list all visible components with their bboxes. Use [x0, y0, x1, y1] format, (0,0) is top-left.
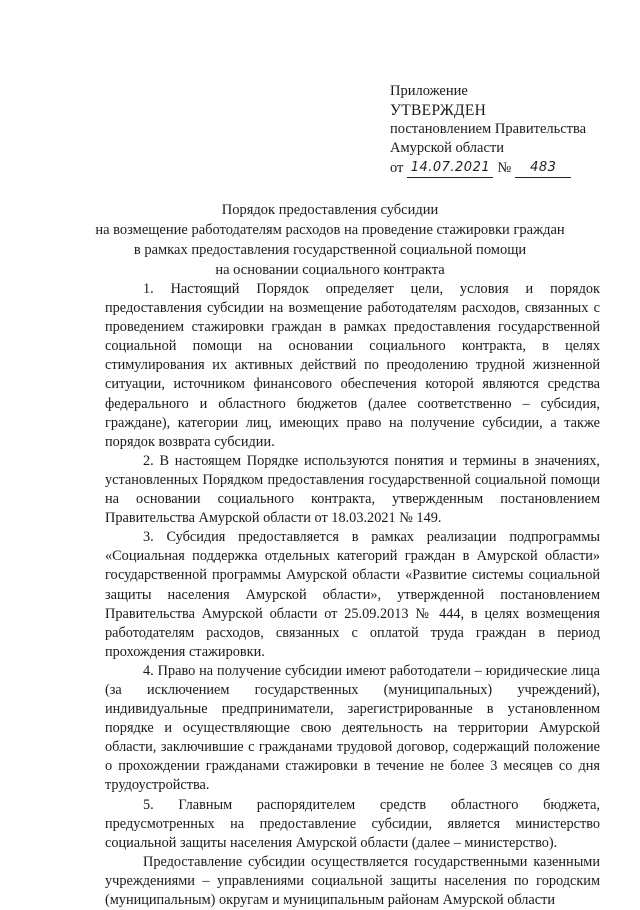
document-body — [105, 280, 600, 910]
approval-stamp — [390, 82, 630, 178]
paragraph-2: 2. В настоящем Порядке используются понятия и термины в значениях, установленных Порядком предоставления государственной социальной помощи на основании социального контракта, утвержденным постановлением Правительства Амурской области от 18.03.2021 № 149. — [105, 452, 600, 527]
date-blank — [407, 158, 493, 178]
title-line-1: Порядок предоставления субсидии — [221, 202, 439, 218]
title-line-3: в рамках предоставления государственной социальной помощи — [133, 242, 527, 258]
title-line-2: на возмещение работодателям расходов на проведение стажировки граждан — [95, 222, 565, 238]
approval-date-number — [390, 158, 630, 178]
paragraph-4: 4. Право на получение субсидии имеют работодатели – юридические лица (за исключением государственных (муниципальных) учреждений), индивидуальные предприниматели, зарегистрированные в установленном порядке и осуществляющие свою деятельность на территории Амурской области, заключившие с гражданами трудовой договор, содержащий положение о прохождении гражданами стажировки в течение не более 3 месяцев со дня трудоустройства. — [105, 662, 600, 794]
document-title — [60, 200, 600, 280]
paragraph-1: 1. Настоящий Порядок определяет цели, условия и порядок предоставления субсидии на возмещение работодателям расходов, связанных с проведением стажировки граждан в рамках предоставления государственной социальной помощи на основании социального контракта, в целях стимулирования их активных действий по преодолению трудной жизненной ситуации, источником финансового обеспечения которой являются средства федерального и областного бюджетов (далее соответственно – субсидия, граждане), категории лиц, имеющих право на получение субсидии, а также порядок возврата субсидии. — [105, 281, 600, 450]
approval-by-decree: постановлением Правительства — [390, 121, 587, 137]
approval-region: Амурской области — [390, 140, 504, 156]
paragraph-5: 5. Главным распорядителем средств областного бюджета, предусмотренных на предоставление субсидии, является министерство социальной защиты населения Амурской области (далее – министерство). — [105, 796, 600, 851]
paragraph-6: Предоставление субсидии осуществляется государственными казенными учреждениями – управлениями социальной защиты населения по городским (муниципальным) округам и муниципальным районам Амурской области — [105, 853, 600, 908]
title-line-4: на основании социального контракта — [215, 262, 445, 278]
number-sign: № — [497, 160, 512, 176]
handwritten-number: 483 — [530, 160, 557, 175]
number-blank — [515, 158, 571, 178]
date-prefix: от — [390, 160, 404, 176]
approval-approved: УТВЕРЖДЕН — [390, 102, 487, 119]
handwritten-date: 14.07.2021 — [410, 160, 491, 175]
approval-appendix: Приложение — [390, 83, 468, 99]
paragraph-3: 3. Субсидия предоставляется в рамках реализации подпрограммы «Социальная поддержка отдельных категорий граждан в Амурской области» государственной программы Амурской области «Развитие системы социальной защиты населения Амурской области», утвержденной постановлением Правительства Амурской области от 25.09.2013 № 444, в целях возмещения работодателям расходов, связанных с оплатой труда граждан в период прохождения стажировки. — [105, 529, 600, 660]
